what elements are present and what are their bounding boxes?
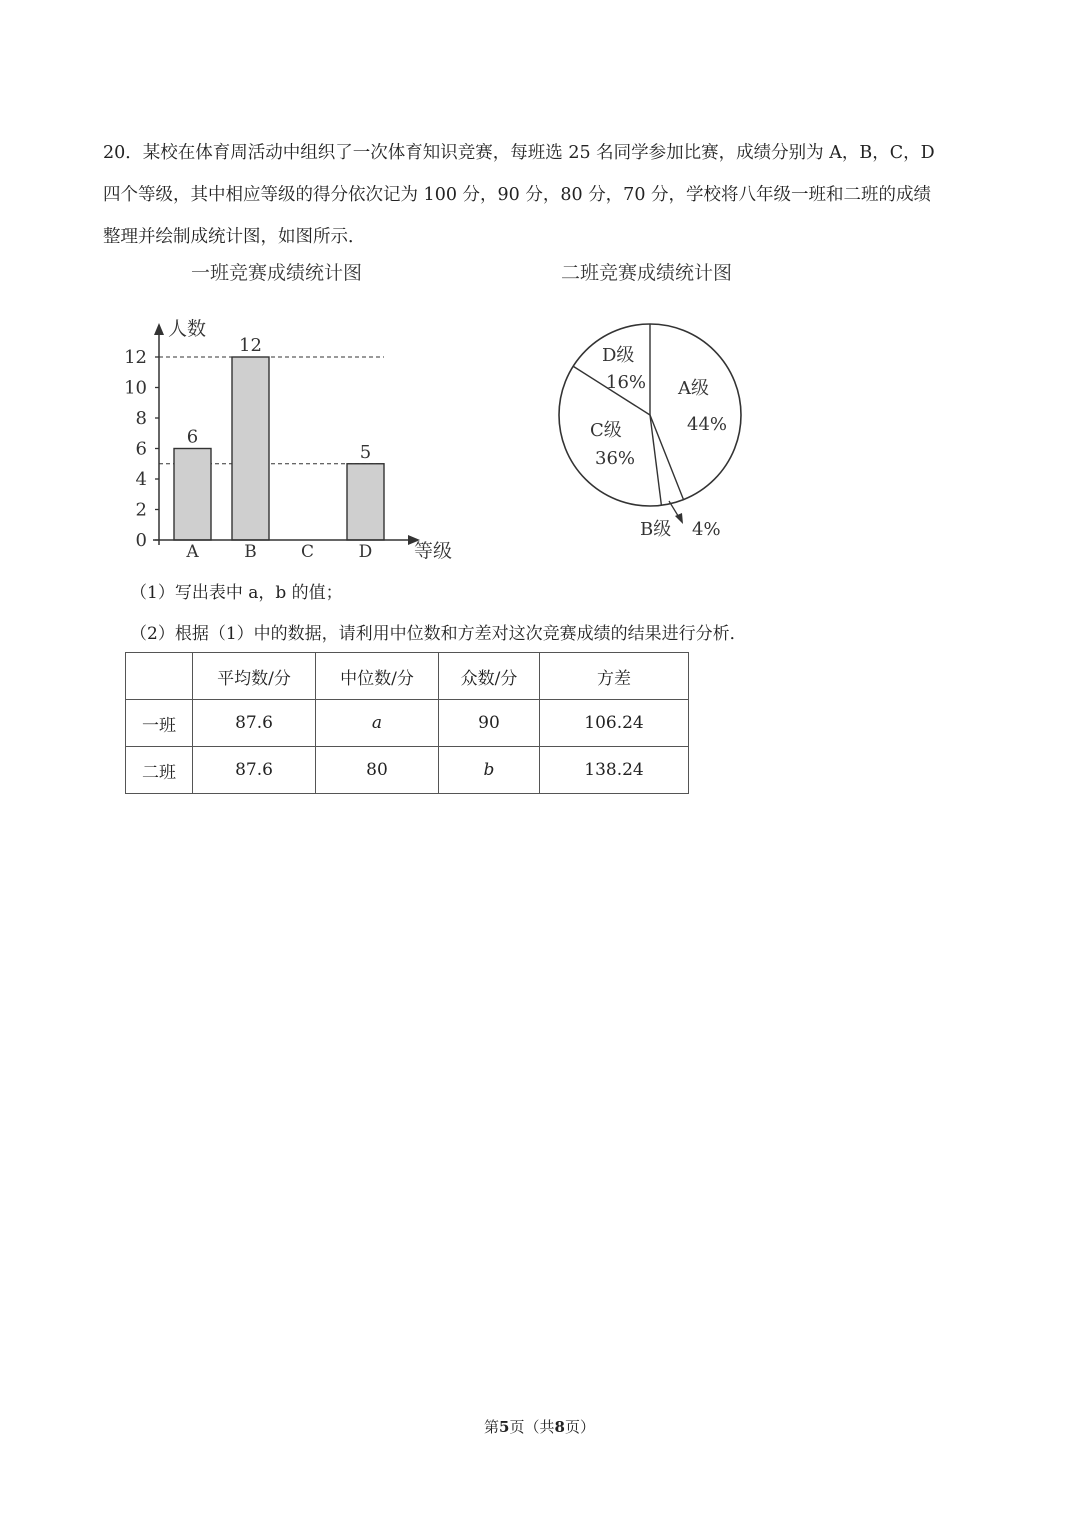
table-header-cell: 中位数/分 <box>316 653 439 700</box>
table-cell: 138.24 <box>540 747 689 794</box>
pie-label-a-percent: 44% <box>687 414 728 435</box>
bar-reference-lines <box>159 357 384 464</box>
y-tick-label: 8 <box>135 408 147 429</box>
footer-suffix: 页） <box>564 1418 595 1436</box>
y-tick-label: 10 <box>124 377 147 399</box>
table-cell: b <box>439 747 540 794</box>
problem-line-2: 四个等级，其中相应等级的得分依次记为 100 分，90 分，80 分，70 分，学校将八年级一班和二班的成绩 <box>103 185 932 205</box>
bar-marks <box>174 357 384 540</box>
bar-chart-title: 一班竞赛成绩统计图 <box>191 262 363 284</box>
table-cell: a <box>316 700 439 747</box>
pie-chart-title: 二班竞赛成绩统计图 <box>561 262 733 284</box>
table-header-row <box>126 653 689 700</box>
pie-chart-svg <box>550 315 770 547</box>
bar-data-label: 12 <box>239 335 262 356</box>
y-tick-labels <box>124 347 159 551</box>
y-tick-label: 6 <box>135 438 147 460</box>
pie-label-d-name: D级 <box>602 345 635 366</box>
bar-data-label: 5 <box>359 441 372 463</box>
question-1: （1）写出表中 a，b 的值； <box>130 583 343 603</box>
footer-prefix: 第 <box>484 1418 500 1436</box>
pie-label-b-percent: 4% <box>692 519 721 540</box>
problem-statement <box>103 132 983 258</box>
table-cell: 90 <box>439 700 540 747</box>
bar-data-labels <box>187 335 371 463</box>
pie-label-c-percent: 36% <box>595 448 636 469</box>
bar-a <box>174 449 211 541</box>
footer-page-number: 5 <box>499 1418 510 1436</box>
x-tick-labels <box>185 542 372 562</box>
y-tick-label: 2 <box>135 499 147 521</box>
pie-chart <box>550 315 770 551</box>
y-axis-arrow-icon <box>154 323 164 335</box>
table-header-cell: 平均数/分 <box>193 653 316 700</box>
pie-label-a-name: A级 <box>678 378 709 399</box>
bar-b <box>232 357 269 540</box>
pie-label-b-name: B级 <box>640 519 672 540</box>
pie-label-c-name: C级 <box>590 420 622 441</box>
bar-chart-svg <box>110 305 480 575</box>
bar-d <box>347 464 384 540</box>
pie-label-d-percent: 16% <box>606 372 647 393</box>
bar-data-label: 6 <box>186 426 199 448</box>
y-tick-label: 0 <box>135 530 147 551</box>
problem-line-1: 20．某校在体育周活动中组织了一次体育知识竞赛，每班选 25 名同学参加比赛，成绩分别为 A，B，C，D <box>103 143 935 163</box>
y-axis-label: 人数 <box>168 318 207 340</box>
x-tick-label: C <box>300 542 315 562</box>
table-row <box>126 747 689 794</box>
question-2: （2）根据（1）中的数据，请利用中位数和方差对这次竞赛成绩的结果进行分析． <box>130 624 747 644</box>
table-cell: 87.6 <box>193 700 316 747</box>
bar-chart <box>110 305 480 579</box>
y-tick-label: 12 <box>124 347 147 368</box>
y-tick-label: 4 <box>135 469 147 490</box>
problem-line-3: 整理并绘制成统计图，如图所示． <box>103 227 366 247</box>
footer-middle: 页（共 <box>509 1418 555 1436</box>
table-cell: 106.24 <box>540 700 689 747</box>
table-cell: 87.6 <box>193 747 316 794</box>
x-tick-label: D <box>358 542 373 562</box>
table-header-cell <box>126 653 193 700</box>
table-cell: 二班 <box>126 747 193 794</box>
footer-total-pages: 8 <box>554 1418 565 1436</box>
page-footer <box>0 1416 1079 1437</box>
table-header-cell: 方差 <box>540 653 689 700</box>
table-row <box>126 700 689 747</box>
x-axis-label: 等级 <box>414 540 453 562</box>
x-tick-label: A <box>186 542 199 562</box>
x-tick-label: B <box>244 542 257 562</box>
statistics-table <box>125 652 689 794</box>
table-cell: 80 <box>316 747 439 794</box>
table-header-cell: 众数/分 <box>439 653 540 700</box>
b-slice-arrow-icon <box>675 513 683 524</box>
table-cell: 一班 <box>126 700 193 747</box>
